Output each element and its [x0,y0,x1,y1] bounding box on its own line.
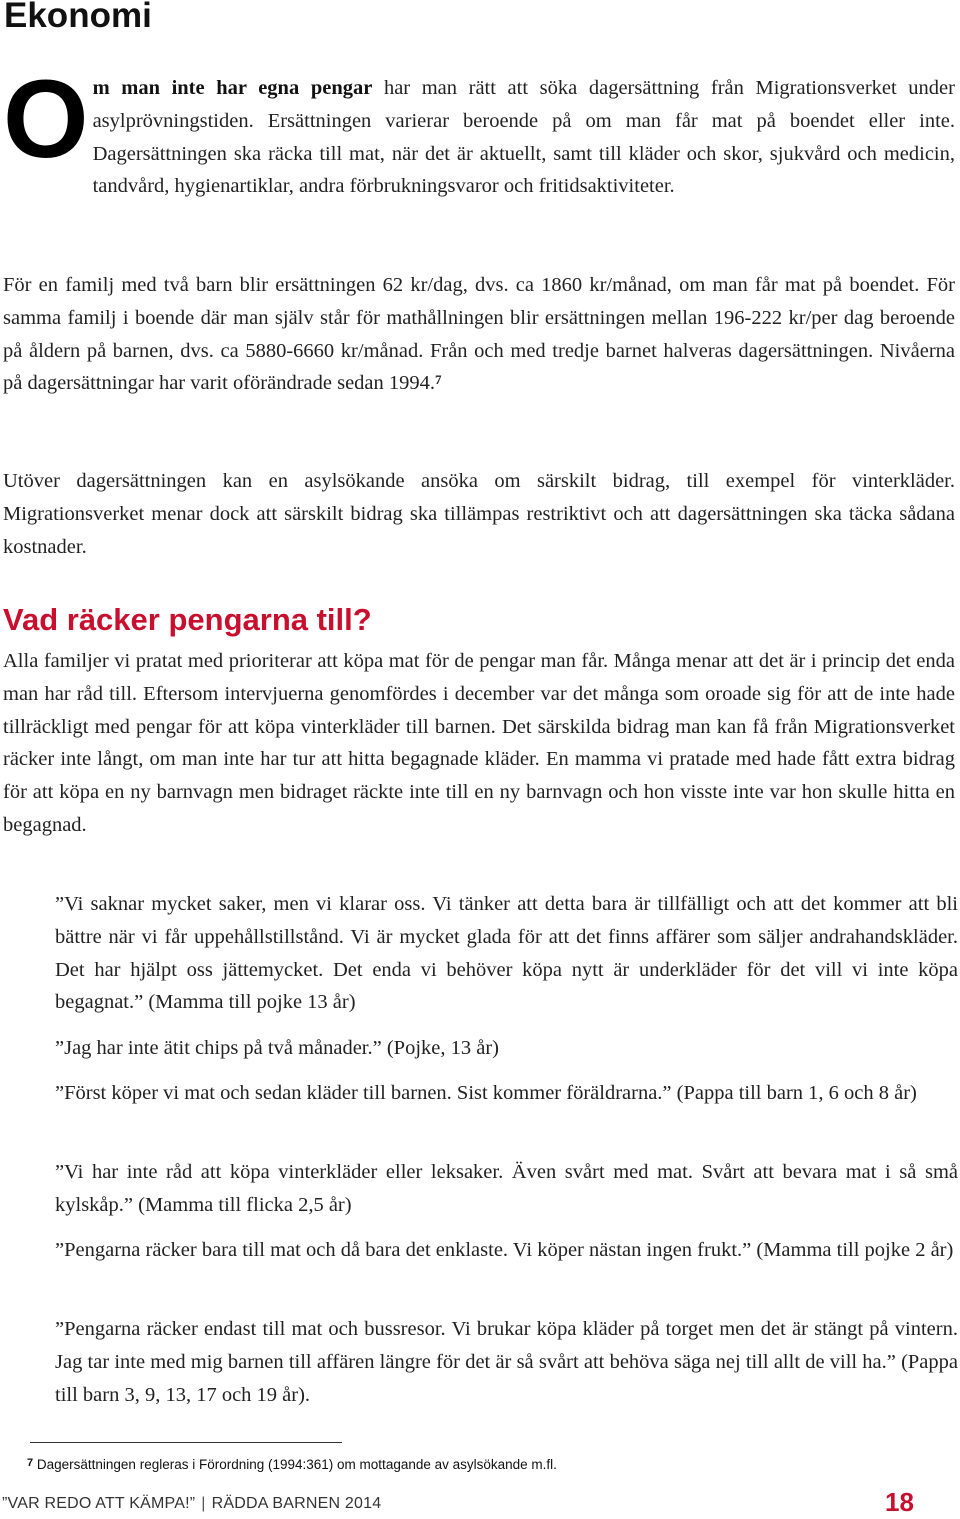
quote-block: ”Vi saknar mycket saker, men vi klarar oss. Vi tänker att detta bara är tillfälligt och att det kommer att bli bättre när vi får uppehållstillstånd. Vi är mycket glada för att det finns affärer som säljer andrahandskläder. Det har hjälpt oss jättemycket. Det enda vi behöver köpa nytt är underkläder för det vill vi inte köpa begagnat.” (Mamma till pojke 13 år) [55,893,958,1014]
footnote-text: Dagersättningen regleras i Förordning (1994:361) om mottagande av asylsökande m.fl. [33,1457,557,1472]
intro-lead-text: m man inte har egna pengar [92,77,373,99]
footer-organization: RÄDDA BARNEN 2014 [211,1495,382,1512]
quote-block: ”Pengarna räcker endast till mat och bussresor. Vi brukar köpa kläder på torget men det är stängt på vintern. Jag tar inte med mig barnen till affären längre för det är så svårt att behöva säga nej till allt de vill ha.” (Pappa till barn 3, 9, 13, 17 och 19 år). [55,1318,958,1406]
intro-paragraph [3,58,955,203]
intro-body-text: har man rätt att söka dagersättning från Migrationsverket under asylprövningstiden. Ersättningen varierar beroende på om man får mat på boendet eller inte. Dagersättningen ska räcka till mat, när det är aktuellt, samt till kläder och skor, sjukvård och medicin, tandvård, hygienartiklar, andra förbrukningsvaror och fritidsaktiviteter. [92,77,955,198]
page-title: Ekonomi [4,0,152,35]
extra-allowance-paragraph: Utöver dagersättningen kan en asylsökande ansöka om särskilt bidrag, till exempel för vinterkläder. Migrationsverket menar dock att särskilt bidrag ska tillämpas restriktivt och att dagersättningen ska täcka sådana kostnader. [3,470,955,558]
page-number: 18 [885,1487,914,1517]
quote-block: ”Pengarna räcker bara till mat och då bara det enklaste. Vi köper nästan ingen frukt.” (Mamma till pojke 2 år) [55,1239,954,1261]
quote-block: ”Först köper vi mat och sedan kläder till barnen. Sist kommer föräldrarna.” (Pappa till barn 1, 6 och 8 år) [55,1082,917,1104]
footer-publication: ”VAR REDO ATT KÄMPA!” [2,1495,196,1512]
section-heading: Vad räcker pengarna till? [3,602,372,637]
footnote-number: 7 [27,1457,34,1469]
footnote-divider [30,1442,342,1443]
quote-block: ”Vi har inte råd att köpa vinterkläder eller leksaker. Även svårt med mat. Svårt att bevara mat i så små kylskåp.” (Mamma till flicka 2,5 år) [55,1161,958,1216]
section-paragraph: Alla familjer vi pratat med prioriterar att köpa mat för de pengar man får. Många menar att det är i princip det enda man har råd till. Eftersom intervjuerna genomfördes i december var det många som oroade sig för att de inte hade tillräckligt med pengar för att köpa vinterkläder till barnen. Det särskilda bidrag man kan få från Migrationsverket räcker inte långt, om man inte har tur att hitta begagnade kläder. En mamma vi pratade med hade fått extra bidrag för att köpa en ny barnvagn men bidraget räckte inte till en ny barnvagn och hon visste inte var hon skulle hitta en begagnad. [3,650,955,836]
footnote-reference[interactable]: 7 [435,372,442,388]
drop-cap: O [3,58,89,181]
quote-block: ”Jag har inte ätit chips på två månader.” (Pojke, 13 år) [55,1037,500,1059]
footnote [27,1455,557,1475]
page-footer [2,1493,381,1515]
footer-separator: | [201,1495,206,1512]
family-allowance-text: För en familj med två barn blir ersättningen 62 kr/dag, dvs. ca 1860 kr/månad, om man får mat på boendet. För samma familj i boende där man själv står för mathållningen blir ersättningen mellan 196-222 kr/per dag beroende på åldern på barnen, dvs. ca 5880-6660 kr/månad. Från och med tredje barnet halveras dagersättningen. Nivåerna på dagersättningar har varit oförändrade sedan 1994. [3,274,955,395]
family-allowance-paragraph [3,269,955,400]
